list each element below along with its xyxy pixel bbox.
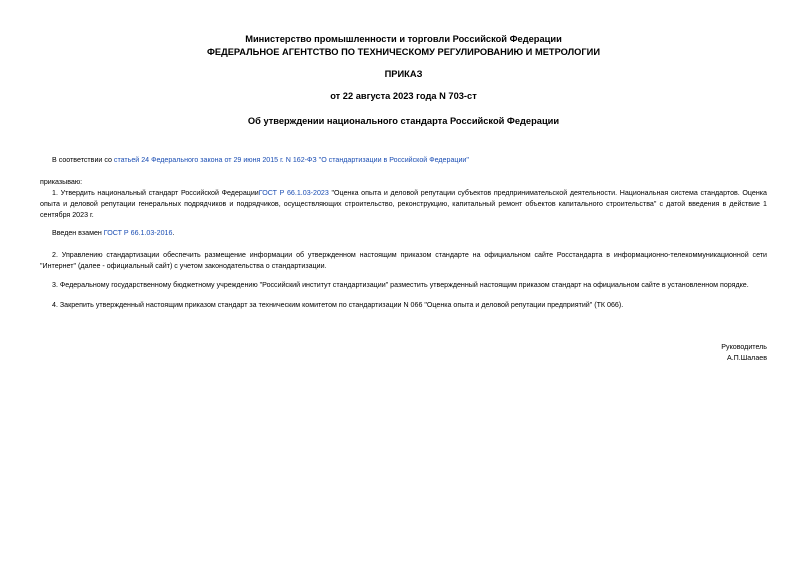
basis-paragraph [40,155,767,166]
replaced-paragraph [40,228,767,239]
item-1-prefix: 1. Утвердить национальный стандарт Российской Федерации [52,189,259,197]
gost-2016-link[interactable]: ГОСТ Р 66.1.03-2016 [103,229,173,237]
item-1-paragraph [40,188,767,221]
document-date: от 22 августа 2023 года N 703-ст [330,91,477,101]
ministry-name: Министерство промышленности и торговли Российской Федерации [245,34,562,44]
order-word: приказываю: [40,178,83,186]
federal-law-link[interactable]: статьей 24 Федерального закона от 29 июня 2015 г. N 162-ФЗ "О стандартизации в Российской Федерации" [113,156,469,164]
replaced-prefix: Введен взамен [52,229,104,237]
basis-prefix: В соответствии со [52,156,114,164]
item-2-paragraph: 2. Управлению стандартизации обеспечить размещение информации об утвержденном настоящим приказом стандарте на официальном сайте Росстандарта в информационно-телекоммуникационной сети "Интернет" (далее - официальный сайт) с учетом законодательства о стандартизации. [40,251,767,270]
gost-2023-link[interactable]: ГОСТ Р 66.1.03-2023 [258,189,329,197]
item-4-paragraph: 4. Закрепить утвержденный настоящим приказом стандарт за техническим комитетом по стандартизации N 066 "Оценка опыта и деловой репутации предприятий" (ТК 066). [52,301,624,309]
item-3-paragraph: 3. Федеральному государственному бюджетному учреждению "Российский институт стандартизации" разместить утвержденный настоящим приказом стандарт на официальном сайте в установленном порядке. [52,281,749,289]
document-page [40,0,767,571]
replaced-suffix: . [172,229,175,237]
document-type: ПРИКАЗ [384,69,423,79]
agency-name: ФЕДЕРАЛЬНОЕ АГЕНТСТВО ПО ТЕХНИЧЕСКОМУ РЕГУЛИРОВАНИЮ И МЕТРОЛОГИИ [206,47,601,57]
signatory-name: А.П.Шалаев [726,354,767,362]
signatory-position: Руководитель [721,343,767,351]
item-1-text: "Оценка опыта и деловой репутации субъектов предпринимательской деятельности. Национальная система стандартов. Оценка опыта и деловой репутации генеральных подрядчиков и подрядчиков, осуществляющих строительство, реконструкцию, капитальный ремонт объектов капитального строительства" с датой введения в действие 1 сентября 2023 г. [40,189,767,219]
document-title: Об утверждении национального стандарта Российской Федерации [247,116,560,126]
